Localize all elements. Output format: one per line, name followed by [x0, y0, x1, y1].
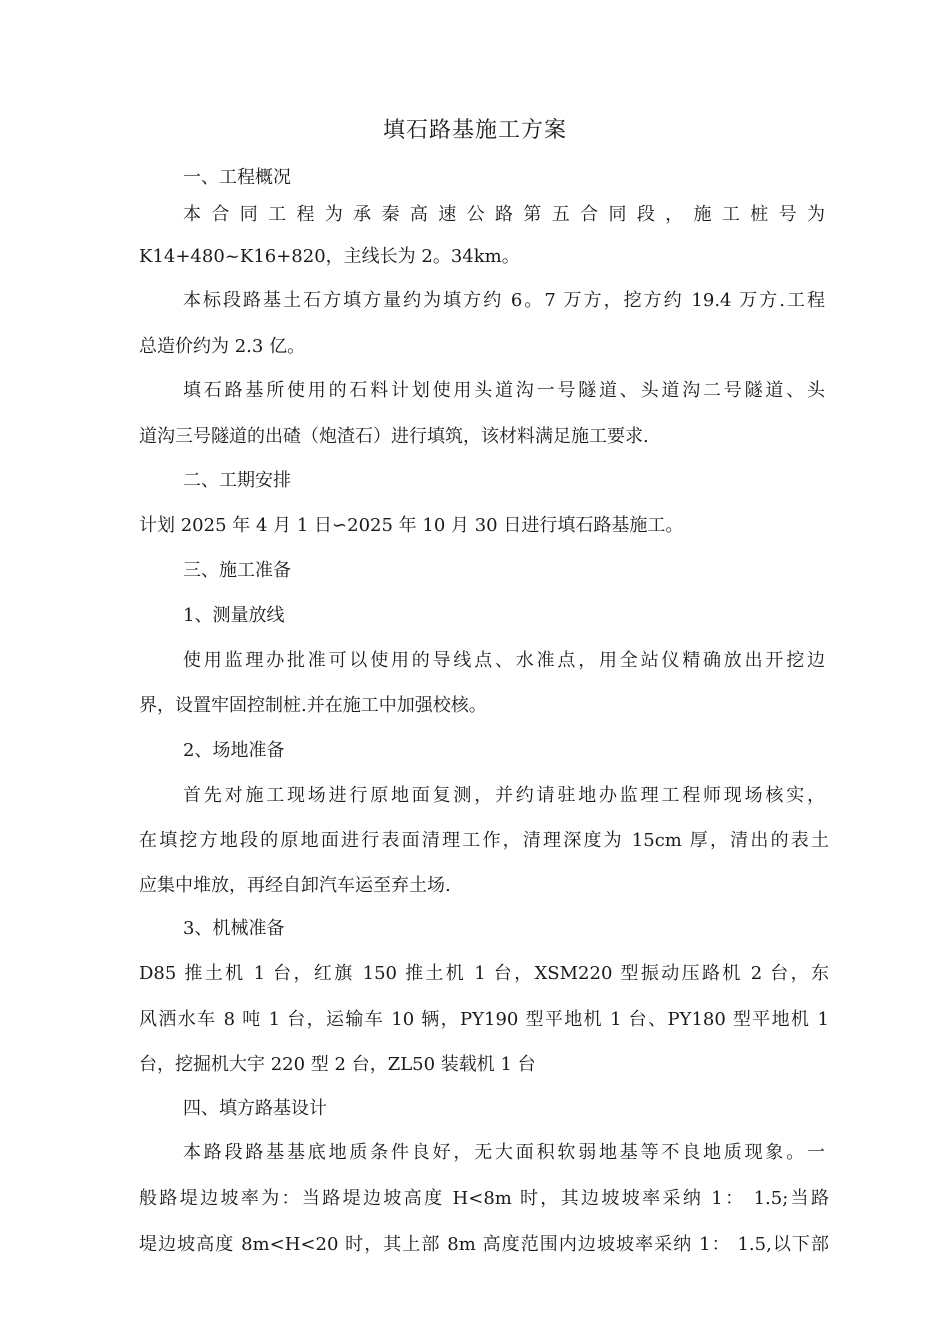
- paragraph-line: D85 推土机 1 台，红旗 150 推土机 1 台，XSM220 型振动压路机 2 台，东: [139, 963, 829, 984]
- paragraph-line: 般路堤边坡率为：当路堤边坡高度 H<8m 时，其边坡坡率采纳 1： 1.5;当路: [139, 1188, 829, 1209]
- section-heading-schedule: 二、工期安排: [183, 470, 291, 491]
- paragraph-line: 填石路基所使用的石料计划使用头道沟一号隧道、头道沟二号隧道、头: [183, 380, 825, 401]
- paragraph-line: 台，挖掘机大宇 220 型 2 台，ZL50 装载机 1 台: [139, 1054, 536, 1075]
- section-heading-preparation: 三、施工准备: [183, 560, 291, 581]
- subsection-heading-machinery: 3、机械准备: [183, 918, 285, 939]
- paragraph-line: K14+480~K16+820，主线长为 2。34km。: [139, 246, 520, 267]
- paragraph-line: 界，设置牢固控制桩.并在施工中加强校核。: [139, 695, 487, 716]
- subsection-heading-site: 2、场地准备: [183, 740, 285, 761]
- paragraph-line: 风洒水车 8 吨 1 台，运输车 10 辆，PY190 型平地机 1 台、PY180 型平地机 1: [139, 1009, 829, 1030]
- paragraph-line: 应集中堆放，再经自卸汽车运至弃土场.: [139, 875, 451, 896]
- paragraph-line: 道沟三号隧道的出碴（炮渣石）进行填筑，该材料满足施工要求.: [139, 426, 649, 447]
- paragraph-line: 堤边坡高度 8m<H<20 时，其上部 8m 高度范围内边坡坡率采纳 1： 1.5,以下部: [139, 1234, 829, 1255]
- subsection-heading-survey: 1、测量放线: [183, 605, 285, 626]
- paragraph-line: 本路段路基基底地质条件良好，无大面积软弱地基等不良地质现象。一: [183, 1142, 825, 1163]
- document-title: 填石路基施工方案: [382, 118, 567, 143]
- paragraph-line: 在填挖方地段的原地面进行表面清理工作，清理深度为 15cm 厚，清出的表土: [139, 830, 829, 851]
- paragraph-line: 总造价约为 2.3 亿。: [139, 336, 306, 357]
- paragraph-line: 计划 2025 年 4 月 1 日∽2025 年 10 月 30 日进行填石路基施工。: [139, 515, 684, 536]
- paragraph-line: 本 合 同 工 程 为 承 秦 高 速 公 路 第 五 合 同 段 ， 施 工 桩 号 为: [183, 204, 825, 225]
- paragraph-line: 本标段路基土石方填方量约为填方约 6。7 万方，挖方约 19.4 万方.工程: [183, 290, 825, 311]
- paragraph-line: 首先对施工现场进行原地面复测，并约请驻地办监理工程师现场核实，: [183, 785, 825, 806]
- section-heading-overview: 一、工程概况: [183, 167, 291, 188]
- paragraph-line: 使用监理办批准可以使用的导线点、水准点，用全站仪精确放出开挖边: [183, 650, 825, 671]
- section-heading-fill-design: 四、填方路基设计: [183, 1098, 327, 1119]
